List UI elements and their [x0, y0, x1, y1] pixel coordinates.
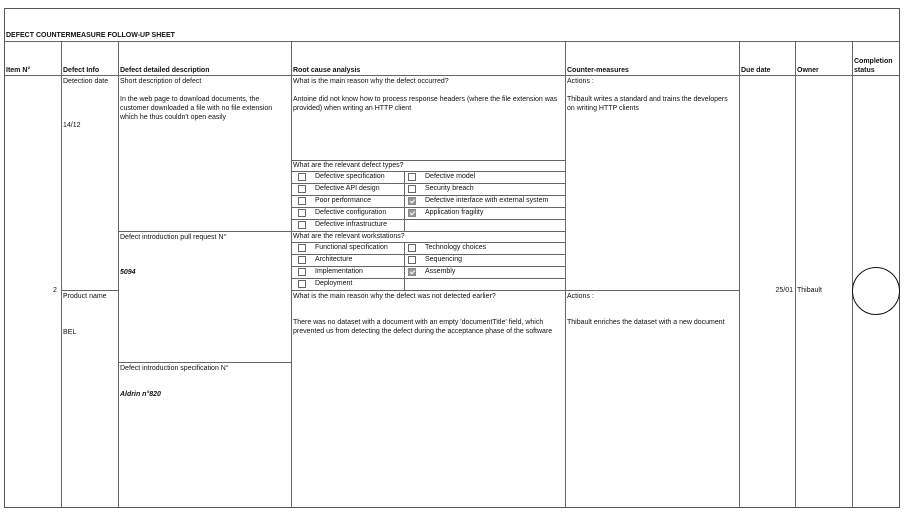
actions-label-1: Actions : [567, 78, 594, 85]
col-divider [565, 41, 566, 507]
ws-architecture-checkbox[interactable] [298, 256, 306, 264]
type-defective-infrastructure-checkbox[interactable] [298, 221, 306, 229]
col-divider [852, 41, 853, 507]
type-security-breach-checkbox[interactable] [408, 185, 416, 193]
action-1: Thibault writes a standard and trains the developers on writing HTTP clients [567, 96, 728, 112]
item-number: 2 [53, 287, 57, 294]
title-divider [5, 41, 899, 42]
root-cause-question-2: What is the main reason why the defect was not detected earlier? [293, 293, 496, 300]
ws-sequencing-checkbox[interactable] [408, 256, 416, 264]
header-root-cause: Root cause analysis [293, 67, 361, 74]
short-desc-label: Short description of defect [120, 78, 202, 85]
follow-up-sheet [4, 8, 900, 508]
ws-implementation-label: Implementation [315, 268, 363, 275]
type-security-breach-label: Security breach [425, 185, 474, 192]
header-completion: Completion status [854, 58, 893, 74]
owner-value: Thibault [797, 287, 822, 294]
spec-number: Aldrin n°820 [120, 391, 161, 398]
col-divider [61, 41, 62, 507]
pr-label: Defect introduction pull request N° [120, 234, 227, 241]
ws-implementation-checkbox[interactable] [298, 268, 306, 276]
grid-line [404, 171, 405, 231]
grid-line [291, 242, 565, 243]
ws-assembly-checkbox[interactable] [408, 268, 416, 276]
header-item: Item N° [6, 67, 31, 74]
col-divider [739, 41, 740, 507]
root-cause-divider [291, 160, 565, 161]
header-owner: Owner [797, 67, 819, 74]
ws-deployment-checkbox[interactable] [298, 280, 306, 288]
ws-technology-choices-checkbox[interactable] [408, 244, 416, 252]
type-application-fragility-checkbox[interactable] [408, 209, 416, 217]
type-defective-interface-checkbox[interactable] [408, 197, 416, 205]
type-defective-model-checkbox[interactable] [408, 173, 416, 181]
defect-info-divider [61, 290, 118, 291]
root-cause-question-1: What is the main reason why the defect occurred? [293, 78, 449, 85]
header-description: Defect detailed description [120, 67, 210, 74]
type-application-fragility-label: Application fragility [425, 209, 484, 216]
col-divider [291, 41, 292, 507]
ws-sequencing-label: Sequencing [425, 256, 462, 263]
pr-number: 5094 [120, 269, 136, 276]
root-cause-divider [291, 290, 565, 291]
type-poor-performance-label: Poor performance [315, 197, 372, 204]
description-divider [118, 362, 291, 363]
grid-line [291, 183, 565, 184]
type-defective-model-label: Defective model [425, 173, 476, 180]
type-defective-infrastructure-label: Defective infrastructure [315, 221, 387, 228]
header-countermeasures: Counter-measures [567, 67, 629, 74]
detection-date-value: 14/12 [63, 122, 81, 129]
ws-assembly-label: Assembly [425, 268, 456, 275]
spec-label: Defect introduction specification N° [120, 365, 229, 372]
detection-date-label: Detection date [63, 78, 109, 85]
root-cause-answer-1: Antoine did not know how to process response headers (where the file extension was provided) when writing an HTTP client [293, 96, 558, 112]
type-defective-api-design-label: Defective API design [315, 185, 380, 192]
grid-line [291, 207, 565, 208]
sheet-title: DEFECT COUNTERMEASURE FOLLOW-UP SHEET [6, 32, 175, 39]
type-poor-performance-checkbox[interactable] [298, 197, 306, 205]
type-defective-specification-checkbox[interactable] [298, 173, 306, 181]
type-defective-specification-label: Defective specification [315, 173, 385, 180]
short-desc-text: In the web page to download documents, the customer downloaded a file with no file extension which he thus couldn't open easily [120, 96, 273, 121]
completion-status-circle[interactable] [852, 267, 900, 315]
type-defective-api-design-checkbox[interactable] [298, 185, 306, 193]
actions-label-2: Actions : [567, 293, 594, 300]
type-defective-interface-label: Defective interface with external system [425, 197, 549, 204]
col-divider [795, 41, 796, 507]
product-name-label: Product name [63, 293, 107, 300]
root-cause-answer-2: There was no dataset with a document with an empty 'documentTitle' field, which prevented us from detecting the defect during the acceptance phase of the software [293, 319, 553, 335]
header-due-date: Due date [741, 67, 771, 74]
ws-deployment-label: Deployment [315, 280, 353, 287]
grid-line [291, 254, 565, 255]
due-date-value: 25/01 [775, 287, 793, 294]
ws-functional-specification-label: Functional specification [315, 244, 388, 251]
grid-line [291, 266, 565, 267]
description-divider [118, 231, 291, 232]
defect-types-label: What are the relevant defect types? [293, 162, 404, 169]
countermeasure-divider [565, 290, 739, 291]
product-name-value: BEL [63, 329, 77, 336]
grid-line [291, 171, 565, 172]
col-divider [118, 41, 119, 507]
type-defective-configuration-label: Defective configuration [315, 209, 387, 216]
header-defect-info: Defect Info [63, 67, 100, 74]
ws-functional-specification-checkbox[interactable] [298, 244, 306, 252]
ws-architecture-label: Architecture [315, 256, 353, 263]
action-2: Thibault enriches the dataset with a new document [567, 319, 725, 326]
grid-line [291, 219, 565, 220]
grid-line [291, 278, 565, 279]
grid-line [291, 195, 565, 196]
ws-technology-choices-label: Technology choices [425, 244, 487, 251]
type-defective-configuration-checkbox[interactable] [298, 209, 306, 217]
grid-line [404, 242, 405, 290]
workstations-label: What are the relevant workstations? [293, 233, 405, 240]
root-cause-divider [291, 231, 565, 232]
